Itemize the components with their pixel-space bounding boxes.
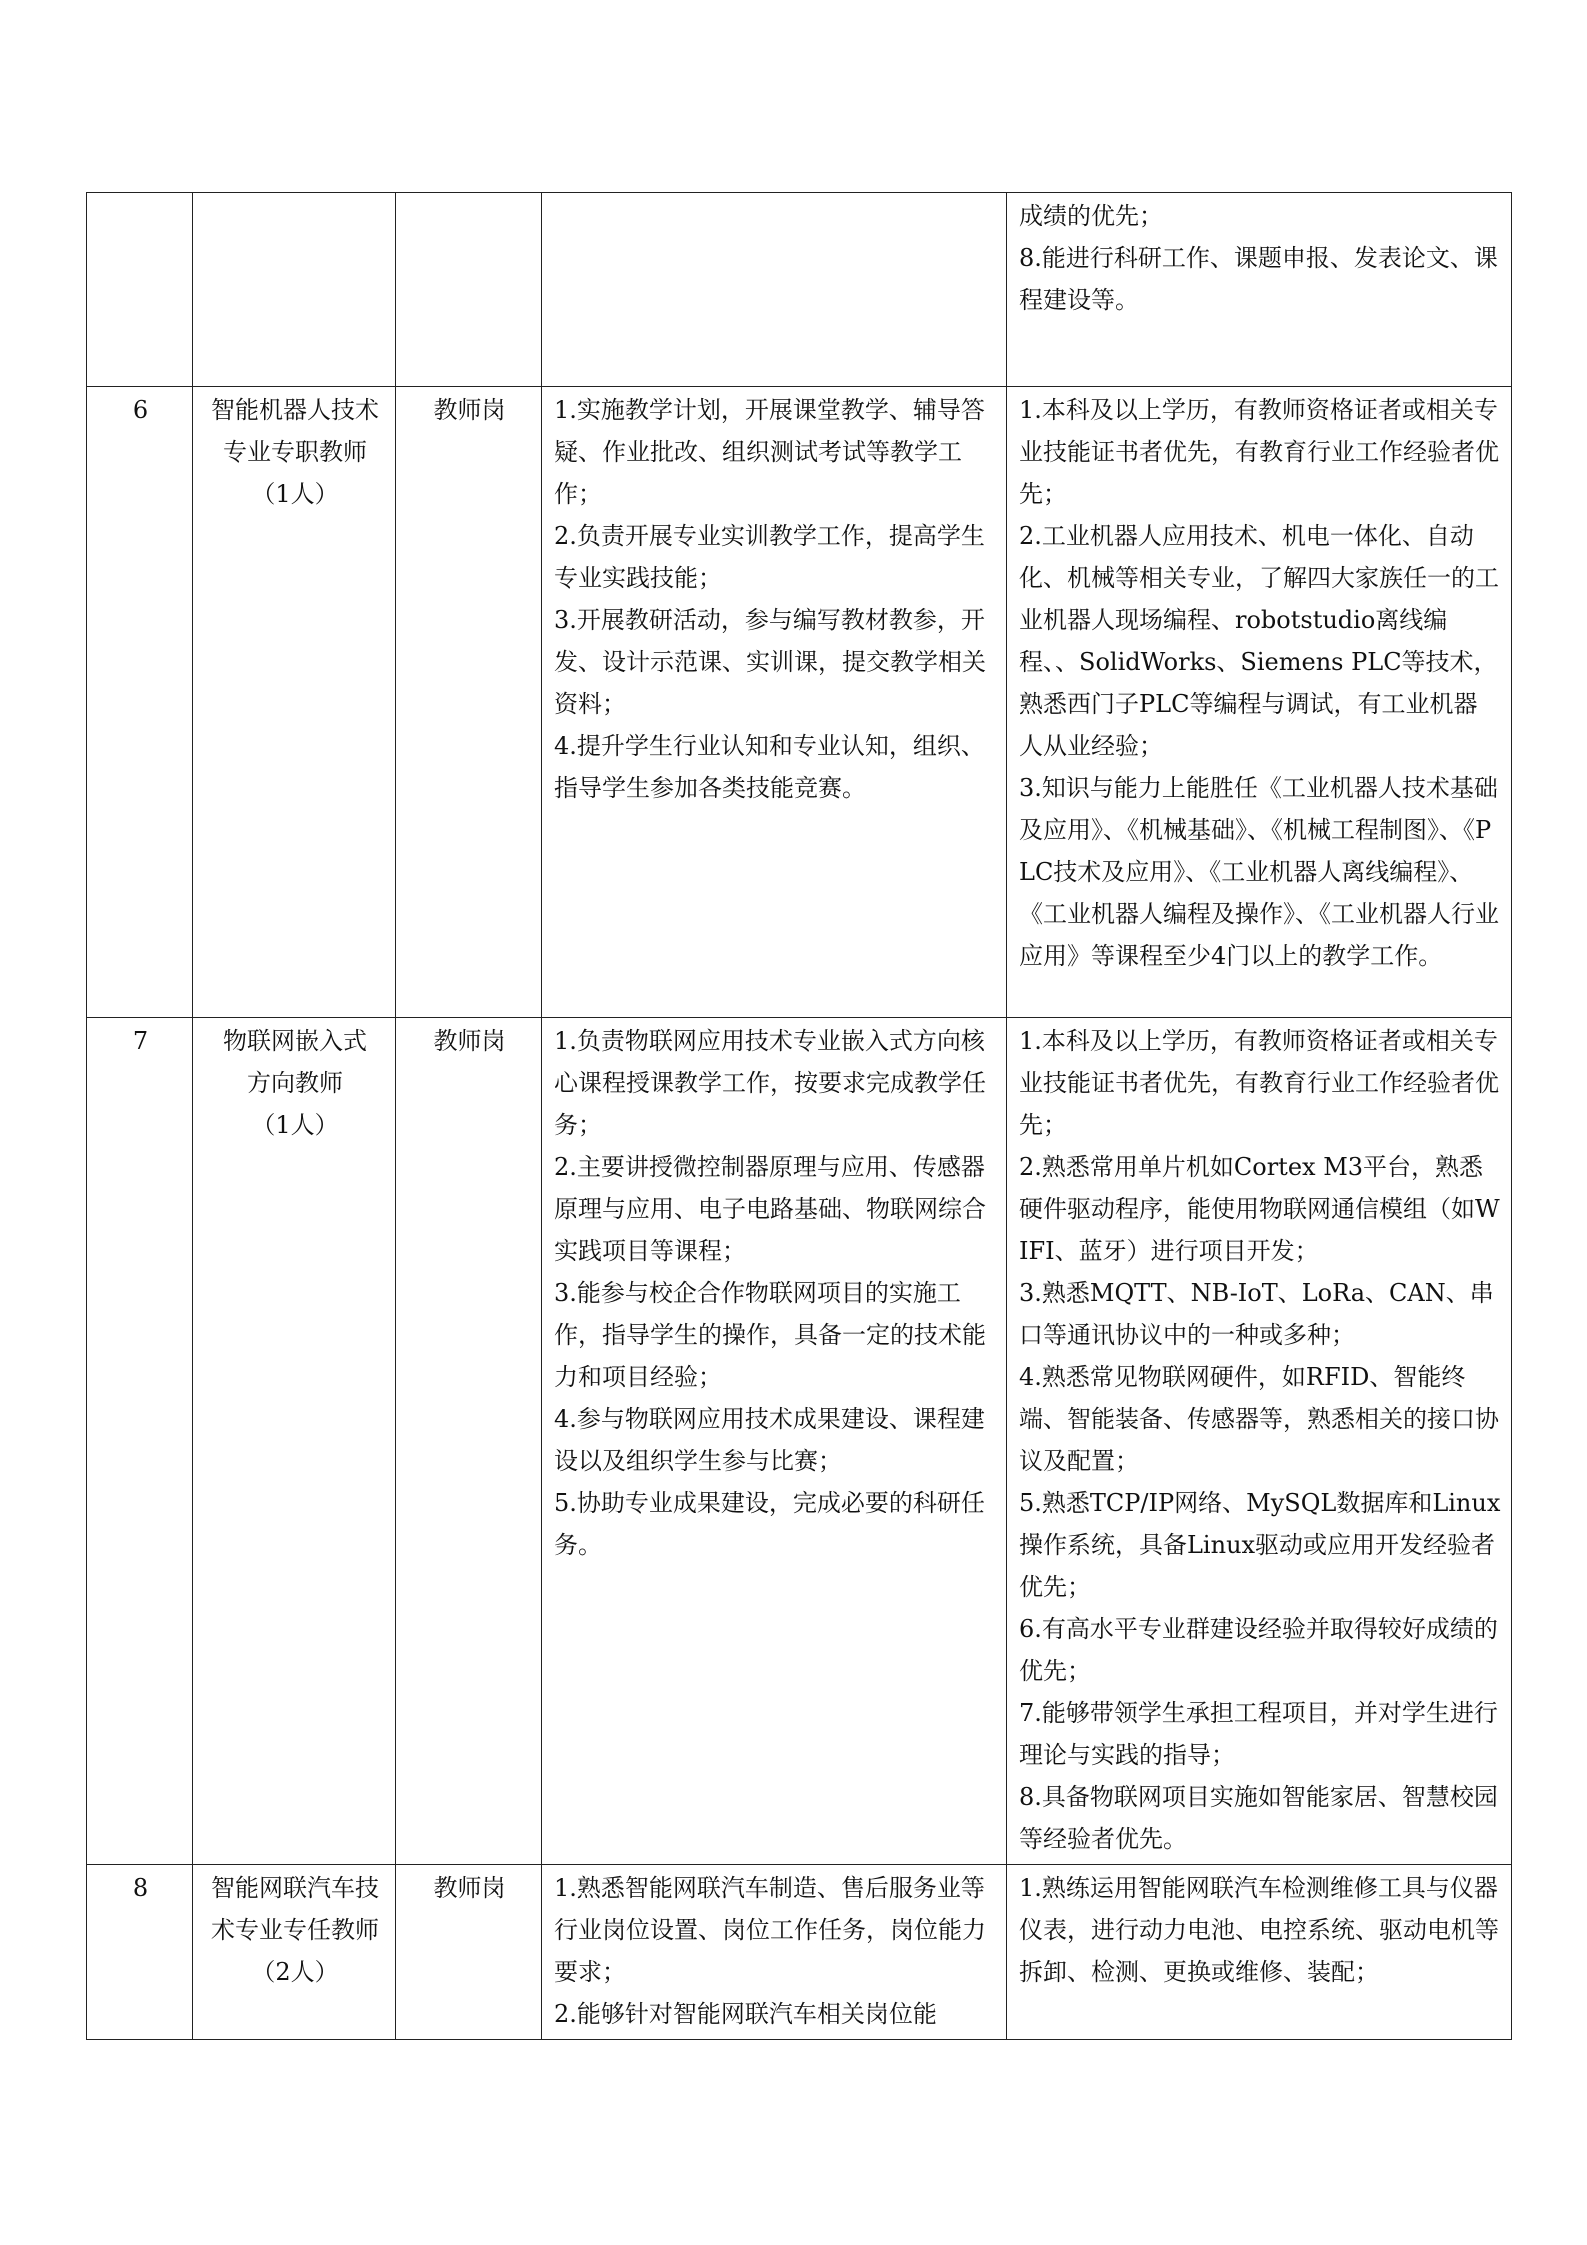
position-name-cell — [193, 193, 396, 387]
row-number-cell — [87, 193, 193, 387]
requirement-item: 2.工业机器人应用技术、机电一体化、自动化、机械等相关专业，了解四大家族任一的工业机器人现场编程、robotstudio离线编程、、SolidWorks、Siemens PLC等技术，熟悉西门子PLC等编程与调试，有工业机器人从业经验； — [1019, 522, 1499, 760]
position-type-cell — [396, 193, 542, 387]
position-type-cell: 教师岗 — [396, 387, 542, 1018]
duty-item: 4.提升学生行业认知和专业认知，组织、指导学生参加各类技能竞赛。 — [554, 732, 985, 802]
requirement-item: 8.具备物联网项目实施如智能家居、智慧校园等经验者优先。 — [1019, 1783, 1498, 1853]
duty-item: 2.负责开展专业实训教学工作，提高学生专业实践技能； — [554, 522, 985, 592]
recruitment-table — [86, 192, 1512, 2040]
position-name-cell — [193, 387, 396, 1018]
requirement-item: 4.熟悉常见物联网硬件，如RFID、智能终端、智能装备、传感器等，熟悉相关的接口协议及配置； — [1019, 1363, 1499, 1475]
position-type-cell: 教师岗 — [396, 1018, 542, 1865]
duty-item: 2.主要讲授微控制器原理与应用、传感器原理与应用、电子电路基础、物联网综合实践项目等课程； — [554, 1153, 986, 1265]
duty-item: 2.能够针对智能网联汽车相关岗位能 — [554, 2000, 937, 2028]
requirement-item: 2.熟悉常用单片机如Cortex M3平台，熟悉硬件驱动程序，能使用物联网通信模组（如WIFI、蓝牙）进行项目开发； — [1019, 1153, 1500, 1265]
position-name-line: 智能机器人技术专业专职教师（1人） — [211, 396, 379, 508]
requirement-item: 7.能够带领学生承担工程项目，并对学生进行理论与实践的指导； — [1019, 1699, 1498, 1769]
duty-item: 3.能参与校企合作物联网项目的实施工作，指导学生的操作，具备一定的技术能力和项目经验； — [554, 1279, 986, 1391]
duties-cell — [542, 193, 1007, 387]
duty-item: 1.实施教学计划，开展课堂教学、辅导答疑、作业批改、组织测试考试等教学工作； — [554, 396, 985, 508]
position-name-line: （1人） — [251, 1111, 339, 1139]
requirements-cell — [1007, 193, 1512, 387]
row-number-cell: 6 — [87, 387, 193, 1018]
table-row — [87, 1865, 1512, 2040]
table-row — [87, 193, 1512, 387]
requirement-item: 8.能进行科研工作、课题申报、发表论文、课程建设等。 — [1019, 244, 1498, 314]
row-number-cell: 8 — [87, 1865, 193, 2040]
requirement-item: 1.本科及以上学历，有教师资格证者或相关专业技能证书者优先，有教育行业工作经验者优先； — [1019, 396, 1499, 508]
duty-item: 1.负责物联网应用技术专业嵌入式方向核心课程授课教学工作，按要求完成教学任务； — [554, 1027, 986, 1139]
requirement-item: 3.知识与能力上能胜任《工业机器人技术基础及应用》、《机械基础》、《机械工程制图》、《PLC技术及应用》、《工业机器人离线编程》、《工业机器人编程及操作》、《工业机器人行业应用》等课程至少4门以上的教学工作。 — [1019, 774, 1499, 970]
document-page — [86, 192, 1511, 2040]
position-name-cell — [193, 1865, 396, 2040]
requirement-item: 3.熟悉MQTT、NB-IoT、LoRa、CAN、串口等通讯协议中的一种或多种； — [1019, 1279, 1494, 1349]
requirement-item: 5.熟悉TCP/IP网络、MySQL数据库和Linux操作系统，具备Linux驱动或应用开发经验者优先； — [1019, 1489, 1501, 1601]
duties-cell — [542, 1018, 1007, 1865]
position-name-line: 方向教师 — [247, 1069, 343, 1097]
requirement-item: 成绩的优先； — [1019, 202, 1163, 230]
duties-cell — [542, 1865, 1007, 2040]
duty-item: 5.协助专业成果建设，完成必要的科研任务。 — [554, 1489, 985, 1559]
table-row — [87, 387, 1512, 1018]
table-row — [87, 1018, 1512, 1865]
position-name-cell — [193, 1018, 396, 1865]
position-name-line: 物联网嵌入式 — [223, 1027, 367, 1055]
position-type-cell: 教师岗 — [396, 1865, 542, 2040]
position-name-line: 智能网联汽车技术专业专任教师 — [211, 1874, 379, 1944]
requirement-item: 1.本科及以上学历，有教师资格证者或相关专业技能证书者优先，有教育行业工作经验者优先； — [1019, 1027, 1499, 1139]
requirements-cell — [1007, 1865, 1512, 2040]
duty-item: 1.熟悉智能网联汽车制造、售后服务业等行业岗位设置、岗位工作任务，岗位能力要求； — [554, 1874, 986, 1986]
duty-item: 3.开展教研活动，参与编写教材教参，开发、设计示范课、实训课，提交教学相关资料； — [554, 606, 986, 718]
duties-cell — [542, 387, 1007, 1018]
requirement-item: 1.熟练运用智能网联汽车检测维修工具与仪器仪表，进行动力电池、电控系统、驱动电机等拆卸、检测、更换或维修、装配； — [1019, 1874, 1499, 1986]
row-number-cell: 7 — [87, 1018, 193, 1865]
requirements-cell — [1007, 1018, 1512, 1865]
requirements-cell — [1007, 387, 1512, 1018]
position-name-line: （2人） — [251, 1958, 339, 1986]
requirement-item: 6.有高水平专业群建设经验并取得较好成绩的优先； — [1019, 1615, 1498, 1685]
duty-item: 4.参与物联网应用技术成果建设、课程建设以及组织学生参与比赛； — [554, 1405, 985, 1475]
